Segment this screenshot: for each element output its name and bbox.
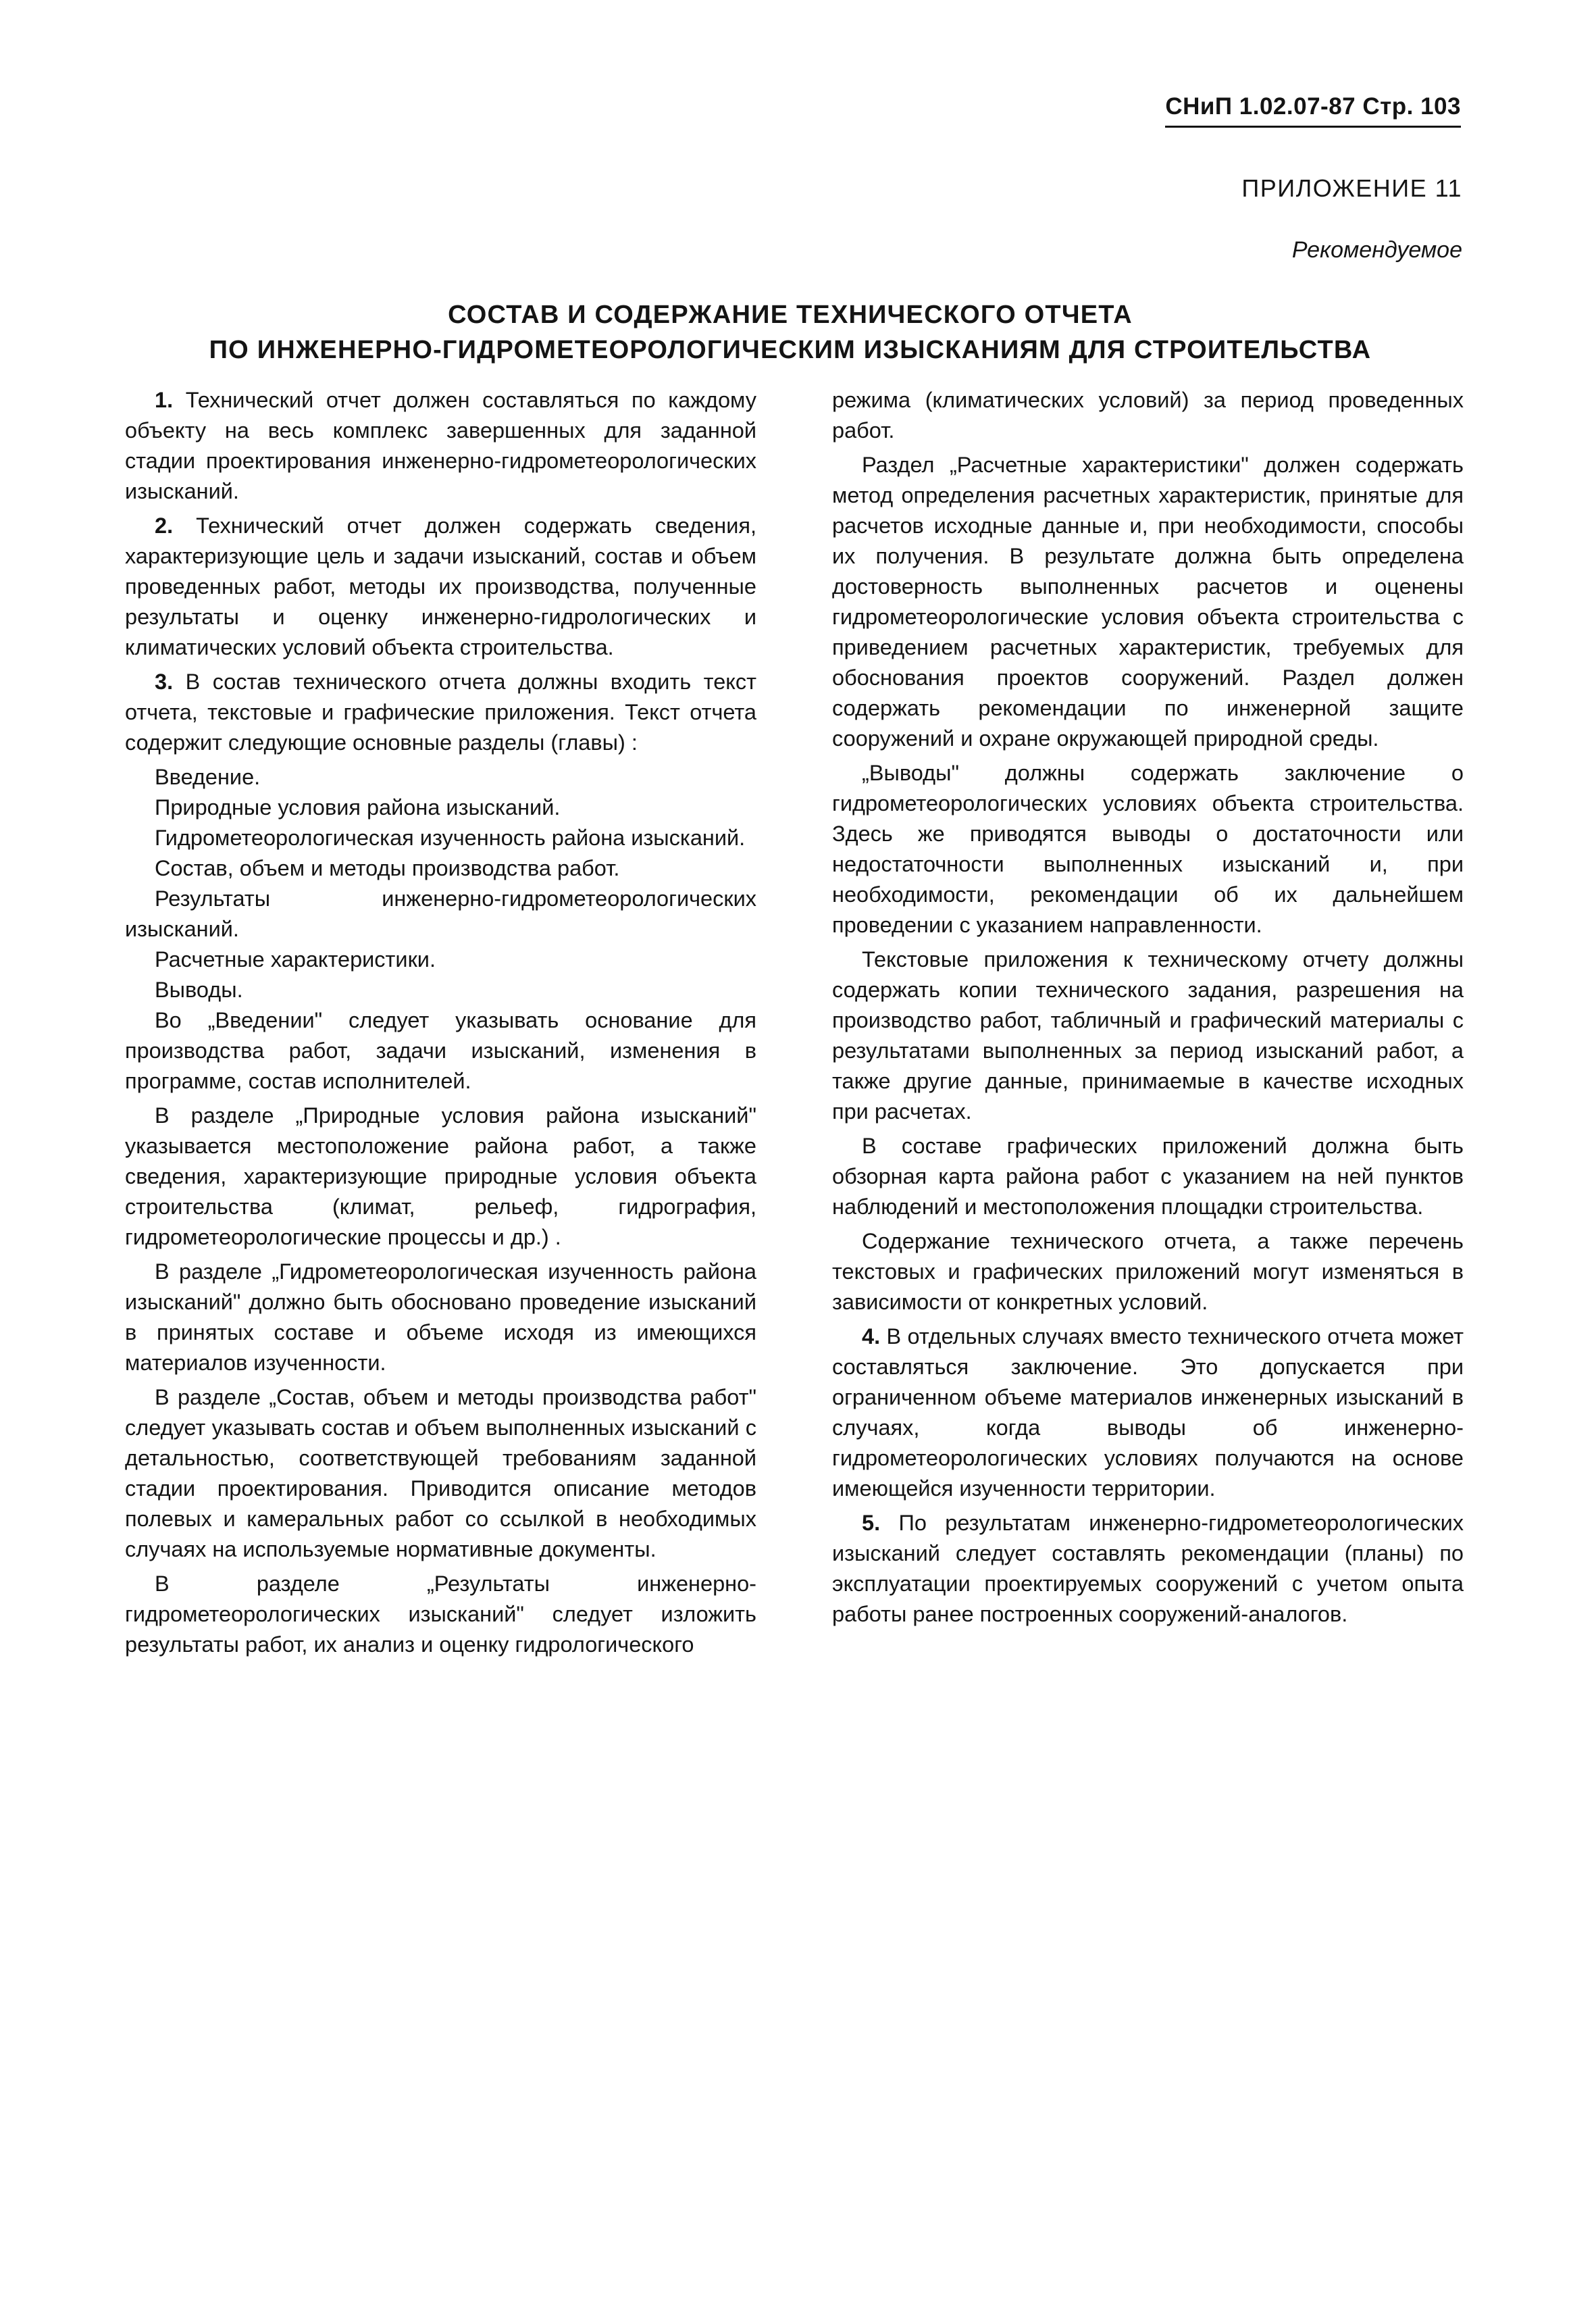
- paragraph-number: 1.: [155, 388, 174, 412]
- paragraph-results-continued: режима (климатических условий) за период проведенных работ.: [832, 388, 1464, 443]
- paragraph-text: По результатам инженерно-гидрометеорологических изысканий следует составлять рекомендации (планы) по эксплуатации проектируемых сооружений с учетом опыта работы ранее построенных сооружений-аналогов.: [832, 1511, 1464, 1626]
- paragraph-4: [832, 1322, 1464, 1504]
- paragraph-study-level: В разделе „Гидрометеорологическая изученность района изысканий" должно быть обосновано проведение изысканий в принятых составе и объеме исходя из имеющихся материалов изученности.: [125, 1259, 756, 1375]
- paragraph-results: В разделе „Результаты инженерно-гидрометеорологических изысканий" следует изложить результаты работ, их анализ и оценку гидрологического: [125, 1571, 756, 1657]
- paragraph-text: В отдельных случаях вместо технического отчета может составляться заключение. Это допускается при ограниченном объеме материалов инженерных изысканий в случаях, когда выводы об инженерно-гидрометеорологических условиях получаются на основе имеющейся изученности территории.: [832, 1324, 1464, 1501]
- section-list-item: Состав, объем и методы производства работ.: [155, 856, 620, 880]
- paragraph-number: 2.: [155, 513, 174, 538]
- right-column: [832, 385, 1464, 1634]
- paragraph-natural-conditions: В разделе „Природные условия района изысканий" указывается местоположение района работ, а также сведения, характеризующие природные условия объекта строительства (климат, рельеф, гидрография, гидрометеорологические процессы и др.) .: [125, 1103, 756, 1249]
- paragraph-number: 5.: [862, 1511, 881, 1535]
- document-title: [115, 297, 1466, 368]
- paragraph-number: 3.: [155, 670, 174, 694]
- section-list-item: Расчетные характеристики.: [155, 947, 436, 972]
- appendix-label: ПРИЛОЖЕНИЕ 11: [1241, 174, 1462, 202]
- section-list-item: Введение.: [155, 765, 261, 789]
- running-head: СНиП 1.02.07-87 Стр. 103: [1165, 93, 1461, 128]
- paragraph-5: [832, 1508, 1464, 1630]
- paragraph-conclusions: „Выводы" должны содержать заключение о гидрометеорологических условиях объекта строительства. Здесь же приводятся выводы о достаточности или недостаточности выполненных изысканий и, при необходимости, рекомендации об их дальнейшем проведении с указанием направленности.: [832, 761, 1464, 937]
- paragraph-introduction: Во „Введении" следует указывать основание для производства работ, задачи изысканий, изменения в программе, состав исполнителей.: [125, 1008, 756, 1093]
- paragraph-text: В состав технического отчета должны входить текст отчета, текстовые и графические приложения. Текст отчета содержит следующие основные разделы (главы) :: [125, 670, 756, 755]
- paragraph-report-content: Содержание технического отчета, а также перечень текстовых и графических приложений могут изменяться в зависимости от конкретных условий.: [832, 1229, 1464, 1314]
- paragraph-graphic-appendices: В составе графических приложений должна быть обзорная карта района работ с указанием на ней пунктов наблюдений и местоположения площадки строительства.: [832, 1134, 1464, 1219]
- paragraph-3: [125, 667, 756, 758]
- paragraph-number: 4.: [862, 1324, 881, 1349]
- paragraph-2: [125, 511, 756, 663]
- section-list-item: Выводы.: [155, 978, 243, 1002]
- section-list-item: Природные условия района изысканий.: [155, 795, 561, 820]
- status-label: Рекомендуемое: [1291, 237, 1462, 263]
- section-list-item: Гидрометеорологическая изученность района изысканий.: [155, 826, 746, 850]
- title-line-1: СОСТАВ И СОДЕРЖАНИЕ ТЕХНИЧЕСКОГО ОТЧЕТА: [448, 301, 1133, 329]
- paragraph-text: Технический отчет должен содержать сведения, характеризующие цель и задачи изысканий, состав и объем проведенных работ, методы их производства, полученные результаты и оценку инженерно-гидрологических и климатических условий объекта строительства.: [125, 513, 756, 659]
- paragraph-methods: В разделе „Состав, объем и методы производства работ" следует указывать состав и объем выполненных изысканий с детальностью, соответствующей требованиям заданной стадии проектирования. Приводится описание методов полевых и камеральных работ со ссылкой в необходимых случаях на используемые нормативные документы.: [125, 1385, 756, 1561]
- paragraph-1: [125, 385, 756, 507]
- paragraph-calculated-characteristics: Раздел „Расчетные характеристики" должен содержать метод определения расчетных характеристик, принятые для расчетов исходные данные и, при необходимости, способы их получения. В результате должна быть определена достоверность выполненных расчетов и оценены гидрометеорологические условия объекта строительства с приведением расчетных характеристик, требуемых для обоснования проектов сооружений. Раздел должен содержать рекомендации по инженерной защите сооружений и охране окружающей природной среды.: [832, 453, 1464, 751]
- section-list-item: Результаты инженерно-гидрометеорологических изысканий.: [125, 886, 756, 941]
- title-line-2: ПО ИНЖЕНЕРНО-ГИДРОМЕТЕОРОЛОГИЧЕСКИМ ИЗЫСКАНИЯМ ДЛЯ СТРОИТЕЛЬСТВА: [209, 336, 1372, 364]
- left-column: [125, 385, 756, 1664]
- paragraph-text-appendices: Текстовые приложения к техническому отчету должны содержать копии технического задания, разрешения на производство работ, табличный и графический материалы с результатами выполненных за период изысканий работ, а также другие данные, принимаемые в качестве исходных при расчетах.: [832, 947, 1464, 1124]
- paragraph-text: Технический отчет должен составляться по каждому объекту на весь комплекс завершенных для заданной стадии проектирования инженерно-гидрометеорологических изысканий.: [125, 388, 756, 503]
